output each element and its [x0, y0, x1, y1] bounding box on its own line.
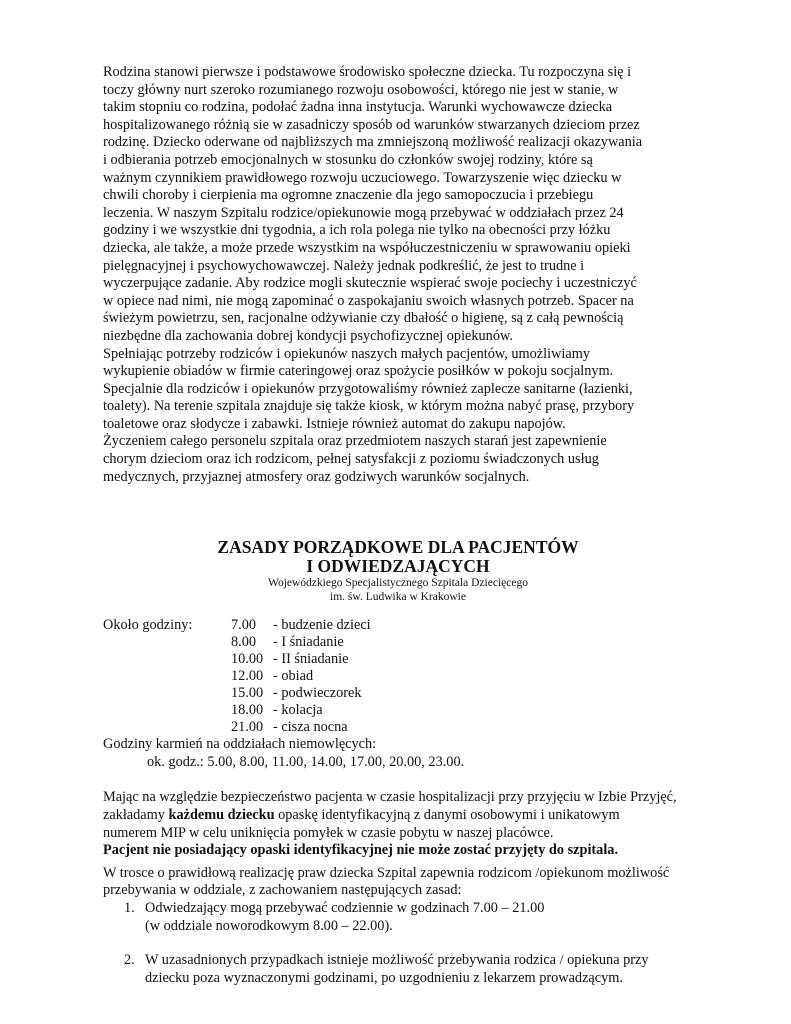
intro-line: wykupienie obiadów w firmie cateringowej oraz spożycie posiłków w pokoju socjalnym.	[103, 363, 614, 380]
schedule-time: 8.00	[231, 634, 257, 651]
list-item	[103, 952, 693, 987]
rules-title-line2: I ODWIEDZAJĄCYCH	[306, 556, 490, 577]
schedule-desc: - podwieczorek	[273, 685, 362, 702]
intro-line: Spełniając potrzeby rodziców i opiekunów naszych małych pacjentów, umożliwiamy	[103, 345, 591, 362]
id-band-warning: Pacjent nie posiadający opaski identyfikacyjnej nie może zostać przyjęty do szpitala.	[103, 842, 619, 859]
schedule-time: 15.00	[231, 685, 264, 702]
intro-line: takim stopniu co rodzina, podołać żadna inna instytucja. Warunki wychowawcze dziecka	[103, 99, 613, 116]
intro-line: dziecka, ale także, a może przede wszystkim na współuczestniczeniu w sprawowaniu opieki	[103, 239, 631, 256]
intro-line: świeżym powietrzu, sen, racjonalne odżywianie czy dbałość o higienę, są z całą pewnością	[103, 310, 624, 327]
daily-schedule	[103, 617, 693, 736]
schedule-desc: - kolacja	[273, 702, 323, 719]
schedule-time: 10.00	[231, 651, 264, 668]
intro-line: w opiece nad nimi, nie mogą zapominać o zaspokajaniu swoich własnych potrzeb. Spacer na	[103, 292, 634, 309]
id-band-text: opaskę identyfikacyjną z danymi osobowymi i unikatowym	[274, 807, 620, 824]
schedule-time: 21.00	[231, 719, 264, 736]
care-rules-list	[103, 900, 693, 987]
intro-line: chwili choroby i cierpienia ma ogromne znaczenie dla jego samopoczucia i przebiegu	[103, 187, 594, 204]
intro-line: Specjalnie dla rodziców i opiekunów przygotowaliśmy również zaplecze sanitarne (łazienki,	[103, 380, 633, 397]
list-item-line: (w oddziale noworodkowym 8.00 – 22.00).	[145, 917, 393, 934]
intro-line: medycznych, przyjaznej atmosfery oraz godziwych warunków socjalnych.	[103, 468, 530, 485]
intro-line: rodzinę. Dziecko oderwane od najbliższych ma zmniejszoną możliwość realizacji okazywania	[103, 134, 643, 151]
schedule-time: 18.00	[231, 702, 264, 719]
feeding-label: Godziny karmień na oddziałach niemowlęcych:	[103, 736, 377, 753]
list-number: 2.	[124, 952, 135, 969]
id-band-line: Mając na względzie bezpieczeństwo pacjenta w czasie hospitalizacji przy przyjęciu w Izbie Przyjęć,	[103, 789, 677, 806]
intro-paragraph	[103, 64, 693, 486]
schedule-desc: - I śniadanie	[273, 634, 344, 651]
intro-line: i odbierania potrzeb emocjonalnych w stosunku do członków swojej rodziny, które są	[103, 151, 593, 168]
schedule-row	[231, 685, 362, 702]
care-paragraph	[103, 865, 693, 900]
care-line: przebywania w oddziale, z zachowaniem następujących zasad:	[103, 882, 462, 899]
id-band-line	[103, 807, 693, 825]
intro-line: Rodzina stanowi pierwsze i podstawowe środowisko społeczne dziecka. Tu rozpoczyna się i	[103, 64, 632, 80]
schedule-row	[231, 651, 348, 668]
intro-line: niezbędne dla zachowania dobrej kondycji psychofizycznej opiekunów.	[103, 327, 513, 344]
schedule-desc: - budzenie dzieci	[273, 617, 371, 634]
intro-line: godziny i we wszystkie dni tygodnia, a ich rola polega nie tylko na obecności przy łóżku	[103, 222, 611, 239]
intro-line: hospitalizowanego różnią sie w zasadniczy sposób od warunków stwarzanych dzieciom przez	[103, 116, 640, 133]
subtitle-line2: im. św. Ludwika w Krakowie	[330, 591, 466, 604]
schedule-row	[231, 634, 344, 651]
intro-line: toczy główny nurt szeroko rozumianego rozwoju osobowości, którego nie jest w stanie, w	[103, 81, 619, 98]
id-band-text: zakładamy	[103, 807, 169, 824]
schedule-label: Około godziny:	[103, 617, 193, 634]
schedule-row	[231, 617, 371, 634]
schedule-desc: - II śniadanie	[273, 651, 349, 668]
schedule-row	[231, 719, 348, 736]
list-number: 1.	[124, 900, 135, 916]
intro-line: ważnym czynnikiem prawidłowego rozwoju uczuciowego. Towarzyszenie więc dziecku w	[103, 169, 622, 186]
feeding-times: ok. godz.: 5.00, 8.00, 11.00, 14.00, 17.00, 20.00, 23.00.	[147, 753, 465, 770]
id-band-line: numerem MIP w celu uniknięcia pomyłek w czasie pobytu w naszej placówce.	[103, 824, 554, 841]
intro-line: chorym dzieciom oraz ich rodzicom, pełnej satysfakcji z poziomu świadczonych usług	[103, 451, 599, 468]
intro-line: leczenia. W naszym Szpitalu rodzice/opiekunowie mogą przebywać w oddziałach przez 24	[103, 204, 624, 221]
schedule-row	[231, 702, 323, 719]
subtitle-line1: Wojewódzkiego Specjalistycznego Szpitala Dziecięcego	[268, 577, 528, 590]
intro-line: pielęgnacyjnej i psychowychowawczej. Należy jednak podkreślić, że jest to trudne i	[103, 257, 585, 274]
id-band-paragraph	[103, 789, 693, 859]
list-item-line: dziecku poza wyznaczonymi godzinami, po uzgodnieniu z lekarzem prowadzącym.	[145, 969, 623, 986]
schedule-time: 12.00	[231, 668, 264, 685]
intro-line: wyczerpujące zadanie. Aby rodzice mogli skutecznie wspierać swoje pociechy i uczestniczyć	[103, 275, 637, 292]
rules-title-line1: ZASADY PORZĄDKOWE DLA PACJENTÓW	[217, 537, 579, 558]
id-band-emphasis: każdemu dziecku	[168, 807, 275, 824]
intro-line: Życzeniem całego personelu szpitala oraz przedmiotem naszych starań jest zapewnienie	[103, 433, 607, 450]
feeding-hours	[103, 736, 693, 771]
care-line: W trosce o prawidłową realizację praw dziecka Szpital zapewnia rodzicom /opiekunom możliwość	[103, 864, 670, 881]
schedule-desc: - obiad	[273, 668, 314, 685]
schedule-desc: - cisza nocna	[273, 719, 348, 736]
schedule-time: 7.00	[231, 617, 257, 634]
list-item-line: W uzasadnionych przypadkach istnieje możliwość przebywania rodzica / opiekuna przy	[145, 952, 649, 969]
schedule-row	[231, 668, 313, 685]
intro-line: toaletowe oraz słodycze i zabawki. Istnieje również automat do zakupu napojów.	[103, 415, 566, 432]
list-item-line: Odwiedzający mogą przebywać codziennie w godzinach 7.00 – 21.00	[145, 900, 545, 916]
list-item	[103, 900, 693, 935]
intro-line: toalety). Na terenie szpitala znajduje się także kiosk, w którym można nabyć prasę, przybory	[103, 398, 635, 415]
rules-subtitle	[103, 576, 693, 604]
rules-title	[103, 538, 693, 576]
document-page	[103, 64, 693, 987]
